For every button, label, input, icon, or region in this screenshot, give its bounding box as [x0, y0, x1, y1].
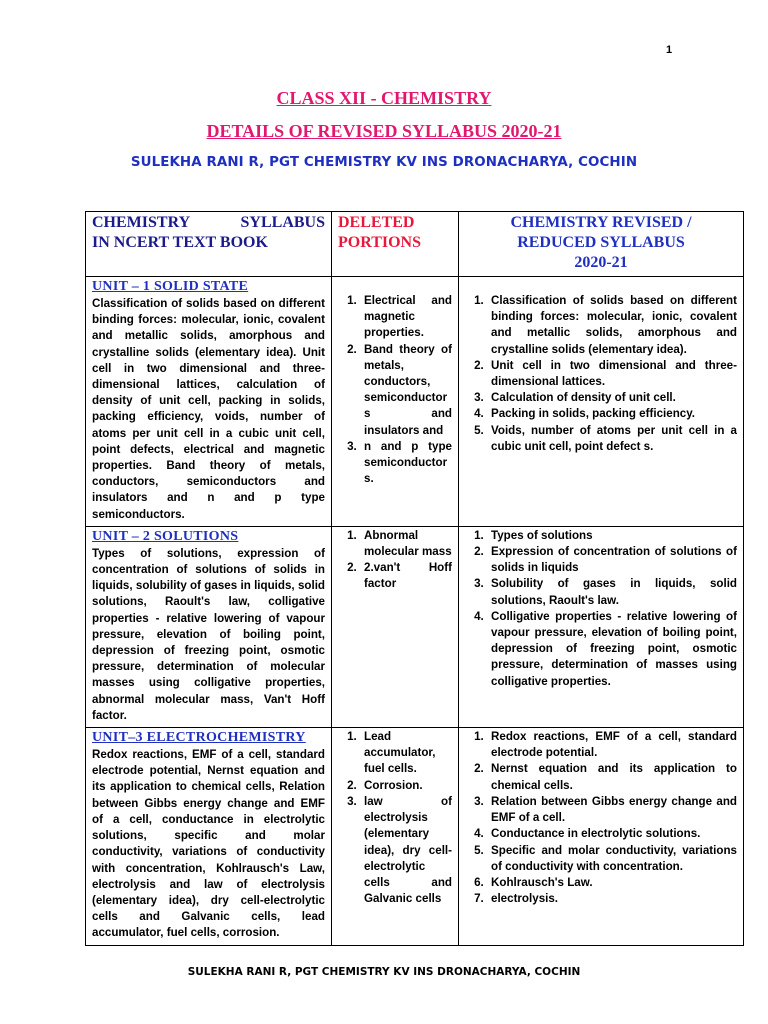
deleted-cell — [332, 526, 459, 727]
unit-heading: UNIT–3 ELECTROCHEMISTRY — [92, 730, 306, 746]
header-deleted-line2: PORTIONS — [338, 234, 422, 251]
page-footer: SULEKHA RANI R, PGT CHEMISTRY KV INS DRONACHARYA, COCHIN — [187, 966, 581, 978]
list-item: 4. Conductance in electrolytic solutions. — [487, 826, 737, 842]
revised-list — [465, 528, 737, 690]
document-subtitle: DETAILS OF REVISED SYLLABUS 2020-21 — [206, 121, 562, 141]
table-header-row — [86, 212, 744, 277]
list-item: 1. Redox reactions, EMF of a cell, standard electrode potential. — [487, 729, 737, 761]
list-item: 2. Corrosion. — [360, 778, 452, 794]
list-item: 2. 2.van't Hoff factor — [360, 560, 452, 592]
table-row — [86, 728, 744, 945]
deleted-cell — [332, 277, 459, 527]
header-deleted-portions — [332, 212, 459, 277]
syllabus-cell — [86, 526, 332, 727]
list-item: 3. Calculation of density of unit cell. — [487, 390, 737, 406]
syllabus-text: Redox reactions, EMF of a cell, standard electrode potential, Nernst equation and its application to chemical cells, Relation between Gibbs energy change and EMF of a cell, conductance in electrolytic solutions, specific and molar conductivity, variations of conductivity with concentration, Kohlrausch's Law, electrolysis and law of electrolysis (elementary idea), dry cell-electrolytic cells and Galvanic cells, lead accumulator, fuel cells, corrosion. — [92, 748, 325, 940]
list-item: 2. Unit cell in two dimensional and three-dimensional lattices. — [487, 358, 737, 390]
page-number: 1 — [666, 44, 673, 56]
list-item: 4. Packing in solids, packing efficiency. — [487, 406, 737, 422]
syllabus-cell — [86, 728, 332, 945]
list-item: 3. Relation between Gibbs energy change and EMF of a cell. — [487, 794, 737, 826]
list-item: 2. Nernst equation and its application to chemical cells. — [487, 761, 737, 793]
list-item: 3. n and p type semiconductor s. — [360, 439, 452, 488]
list-item: 4. Colligative properties - relative lowering of vapour pressure, elevation of boiling point, depression of freezing point, osmotic pressure, determination of masses using colligative properties. — [487, 609, 737, 690]
header-ncert-line2: IN NCERT TEXT BOOK — [92, 234, 268, 251]
header-revised-line3: 2020-21 — [574, 254, 628, 271]
list-item: 7. electrolysis. — [487, 891, 737, 907]
header-ncert-line1: CHEMISTRY SYLLABUS — [92, 214, 325, 231]
revised-cell — [459, 728, 744, 945]
list-item: 1. Classification of solids based on different binding forces: molecular, ionic, covalent and metallic solids, amorphous and crystalline solids (elementary idea). — [487, 293, 737, 358]
header-revised-line1: CHEMISTRY REVISED / — [510, 214, 692, 231]
deleted-list — [338, 293, 452, 487]
list-item: 1. Abnormal molecular mass — [360, 528, 452, 560]
unit-heading: UNIT – 2 SOLUTIONS — [92, 528, 239, 544]
list-item: 2. Expression of concentration of solutions of solids in liquids — [487, 544, 737, 576]
syllabus-text: Classification of solids based on different binding forces: molecular, ionic, covalent and metallic solids, amorphous and crystalline solids (elementary idea). Unit cell in two dimensional and three-dimensional lattices, calculation of density of unit cell, packing in solids, packing efficiency, voids, number of atoms per unit cell in a cubic unit cell, point defects, electrical and magnetic properties. Band theory of metals, conductors, semiconductors and insulators and n and p type semiconductors. — [92, 297, 325, 521]
deleted-cell — [332, 728, 459, 945]
revised-cell — [459, 526, 744, 727]
list-item: 1. Lead accumulator, fuel cells. — [360, 729, 452, 778]
list-item: 1. Electrical and magnetic properties. — [360, 293, 452, 342]
list-item: 1. Types of solutions — [487, 528, 737, 544]
table-row — [86, 526, 744, 727]
syllabus-table — [85, 211, 744, 946]
list-item: 5. Voids, number of atoms per unit cell in a cubic unit cell, point defect s. — [487, 423, 737, 455]
header-ncert-syllabus — [86, 212, 332, 277]
list-item: 5. Specific and molar conductivity, variations of conductivity with concentration. — [487, 843, 737, 875]
header-deleted-line1: DELETED — [338, 214, 415, 231]
document-title: CLASS XII - CHEMISTRY — [276, 88, 492, 108]
deleted-list — [338, 528, 452, 593]
unit-heading: UNIT – 1 SOLID STATE — [92, 279, 249, 294]
list-item: 6. Kohlrausch's Law. — [487, 875, 737, 891]
list-item: 3. law of electrolysis (elementary idea), dry cell-electrolytic cells and Galvanic cells — [360, 794, 452, 907]
revised-cell — [459, 277, 744, 527]
revised-list — [465, 729, 737, 907]
deleted-list — [338, 729, 452, 907]
syllabus-text: Types of solutions, expression of concentration of solutions of solids in liquids, solubility of gases in liquids, solid solutions, Raoult's law, colligative properties - relative lowering of vapour pressure, elevation of boiling point, depression of freezing point, osmotic pressure, determination of molecular masses using colligative properties, abnormal molecular mass, Van't Hoff factor. — [92, 546, 325, 722]
revised-list — [465, 293, 737, 455]
list-item: 2. Band theory of metals, conductors, semiconductor s and insulators and — [360, 342, 452, 439]
header-revised-line2: REDUCED SYLLABUS — [517, 234, 685, 251]
list-item: 3. Solubility of gases in liquids, solid solutions, Raoult's law. — [487, 576, 737, 608]
syllabus-cell — [86, 277, 332, 527]
table-row — [86, 277, 744, 527]
author-line: SULEKHA RANI R, PGT CHEMISTRY KV INS DRONACHARYA, COCHIN — [130, 155, 638, 170]
header-revised-syllabus — [459, 212, 744, 277]
